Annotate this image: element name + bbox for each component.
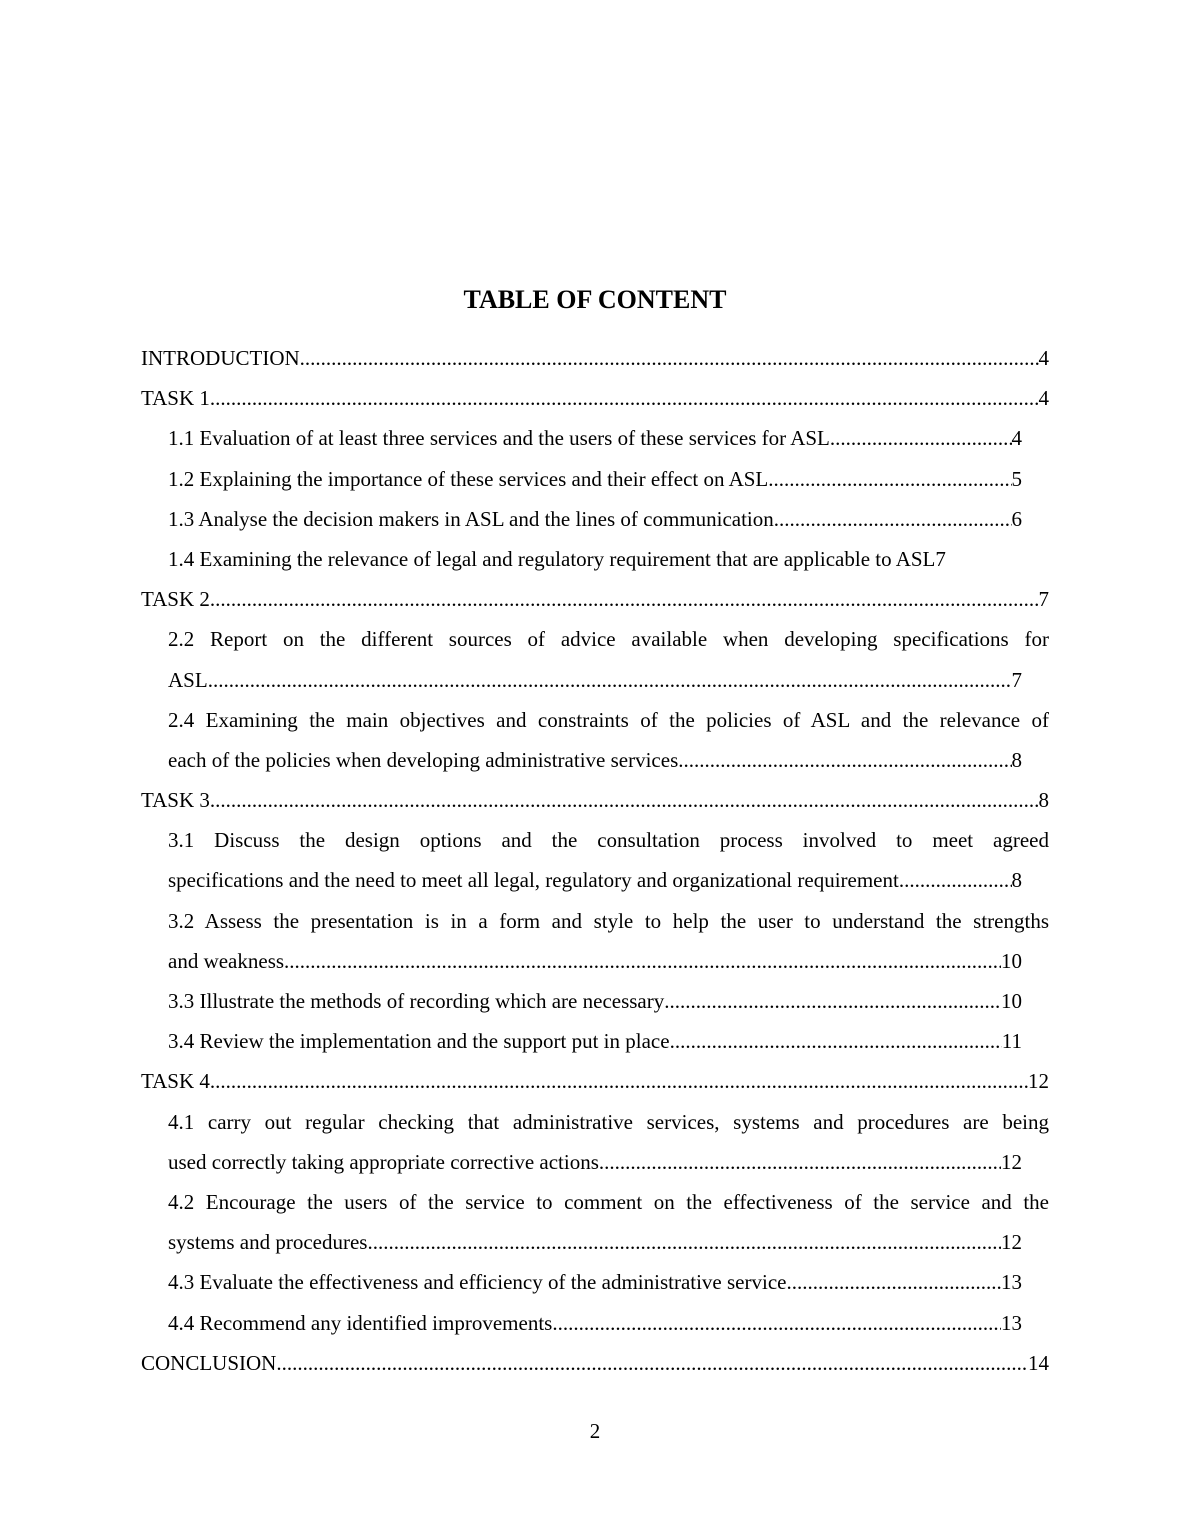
toc-entry-label-line1: 3.2 Assess the presentation is in a form and style to help the user to understand the strengths [168, 908, 1049, 933]
toc-entry-label: CONCLUSION [141, 1350, 277, 1375]
toc-entry-page: 7 [1038, 587, 1049, 612]
dot-leader [367, 1222, 1001, 1262]
toc-entry-label-line1: 4.1 carry out regular checking that administrative services, systems and procedures are being [168, 1109, 1049, 1134]
toc-entry-4-4[interactable] [168, 1303, 1022, 1343]
toc-entry-label-line2: specifications and the need to meet all legal, regulatory and organizational requirement [168, 868, 899, 893]
toc-entry-task3[interactable] [141, 780, 1049, 820]
toc-entry-label: 1.3 Analyse the decision makers in ASL and the lines of communication [168, 506, 774, 531]
dot-leader [670, 1021, 1002, 1061]
toc-entry-line2 [168, 941, 1022, 981]
toc-entry-4-3[interactable] [168, 1262, 1022, 1302]
dot-leader [768, 459, 1011, 499]
dot-leader [899, 860, 1012, 900]
toc-entry-line2 [168, 1222, 1022, 1262]
toc-entry-3-2[interactable] [168, 901, 1049, 981]
toc-entry-task4[interactable] [141, 1061, 1049, 1101]
dot-leader [210, 378, 1039, 418]
toc-entry-page: 13 [1001, 1270, 1022, 1295]
toc-entry-label-line1: 2.4 Examining the main objectives and constraints of the policies of ASL and the relevance of [168, 707, 1049, 732]
toc-entry-1-2[interactable] [168, 459, 1022, 499]
dot-leader [210, 780, 1039, 820]
toc-entry-label-line2: used correctly taking appropriate corrective actions [168, 1149, 599, 1174]
toc-entry-page: 13 [1001, 1310, 1022, 1335]
toc-entry-label: TASK 2 [141, 587, 210, 612]
toc-entry-label-line2: each of the policies when developing administrative services [168, 747, 679, 772]
toc-entry-page: 8 [1038, 788, 1049, 813]
toc-entry-page: 7 [1011, 667, 1022, 692]
dot-leader [552, 1303, 1001, 1343]
toc-entry-line2 [168, 740, 1022, 780]
toc-entry-page: 5 [1011, 466, 1022, 491]
toc-entry-conclusion[interactable] [141, 1343, 1049, 1383]
toc-entry-label: TASK 3 [141, 788, 210, 813]
dot-leader [210, 1061, 1028, 1101]
toc-entry-4-2[interactable] [168, 1182, 1049, 1262]
toc-entry-page: 8 [1011, 747, 1022, 772]
toc-entry-1-1[interactable] [168, 418, 1022, 458]
toc-entry-task2[interactable] [141, 579, 1049, 619]
toc-entry-label-line1: 2.2 Report on the different sources of advice available when developing specifications for [168, 627, 1049, 652]
toc-entry-1-3[interactable] [168, 499, 1022, 539]
toc-entry-label: 4.4 Recommend any identified improvements [168, 1310, 553, 1335]
toc-entry-line2 [168, 660, 1022, 700]
toc-entry-page: 11 [1001, 1029, 1022, 1054]
toc-entry-page: 7 [935, 546, 946, 571]
toc-entry-label: INTRODUCTION [141, 346, 300, 370]
toc-entry-page: 4 [1038, 386, 1049, 411]
toc-entry-label: 3.3 Illustrate the methods of recording which are necessary [168, 989, 665, 1013]
toc-entry-page: 14 [1028, 1350, 1049, 1375]
toc-entry-1-4[interactable] [168, 539, 1049, 579]
toc-entry-2-4[interactable] [168, 700, 1049, 780]
toc-entry-line2 [168, 1142, 1022, 1182]
toc-entry-label: 1.1 Evaluation of at least three services and the users of these services for ASL [168, 426, 830, 451]
dot-leader [208, 660, 1012, 700]
toc-entry-task1[interactable] [141, 378, 1049, 418]
dot-leader [210, 579, 1039, 619]
toc-entry-label: 1.4 Examining the relevance of legal and regulatory requirement that are applicable to ASL [168, 546, 936, 571]
toc-entry-label: TASK 4 [141, 1069, 210, 1094]
toc-entry-page: 10 [1001, 948, 1022, 973]
dot-leader [664, 981, 1001, 1021]
dot-leader [830, 418, 1012, 458]
dot-leader [599, 1142, 1001, 1182]
toc-list [141, 338, 1049, 1383]
dot-leader [786, 1262, 1001, 1302]
page-number: 2 [589, 1419, 601, 1443]
toc-entry-label-line2: ASL [168, 667, 208, 692]
toc-entry-introduction[interactable] [141, 338, 1049, 378]
dot-leader [774, 499, 1012, 539]
toc-title: TABLE OF CONTENT [463, 285, 727, 314]
toc-entry-label: TASK 1 [141, 386, 210, 411]
toc-entry-3-3[interactable] [168, 981, 1022, 1021]
toc-entry-2-2[interactable] [168, 619, 1049, 699]
toc-entry-label-line2: and weakness [168, 948, 285, 973]
toc-entry-3-4[interactable] [168, 1021, 1022, 1061]
toc-entry-page: 12 [1028, 1069, 1049, 1094]
toc-entry-label-line1: 3.1 Discuss the design options and the consultation process involved to meet agreed [168, 828, 1049, 853]
toc-entry-line2 [168, 860, 1022, 900]
dot-leader [276, 1343, 1028, 1383]
toc-entry-page: 12 [1001, 1149, 1022, 1174]
toc-entry-page: 8 [1011, 868, 1022, 893]
dot-leader [300, 338, 1039, 378]
toc-entry-page: 10 [1001, 989, 1022, 1013]
dot-leader [284, 941, 1001, 981]
toc-entry-label-line1: 4.2 Encourage the users of the service to comment on the effectiveness of the service and the [168, 1189, 1049, 1214]
dot-leader [678, 740, 1011, 780]
toc-entry-3-1[interactable] [168, 820, 1049, 900]
toc-entry-page: 4 [1011, 426, 1022, 451]
toc-entry-label: 1.2 Explaining the importance of these services and their effect on ASL [168, 466, 769, 491]
toc-entry-page: 12 [1001, 1230, 1022, 1255]
toc-entry-page: 4 [1038, 346, 1049, 370]
toc-entry-4-1[interactable] [168, 1102, 1049, 1182]
toc-entry-label: 4.3 Evaluate the effectiveness and efficiency of the administrative service [168, 1270, 787, 1295]
toc-entry-page: 6 [1011, 506, 1022, 531]
toc-entry-label-line2: systems and procedures [168, 1230, 368, 1255]
toc-entry-label: 3.4 Review the implementation and the support put in place [168, 1029, 670, 1054]
